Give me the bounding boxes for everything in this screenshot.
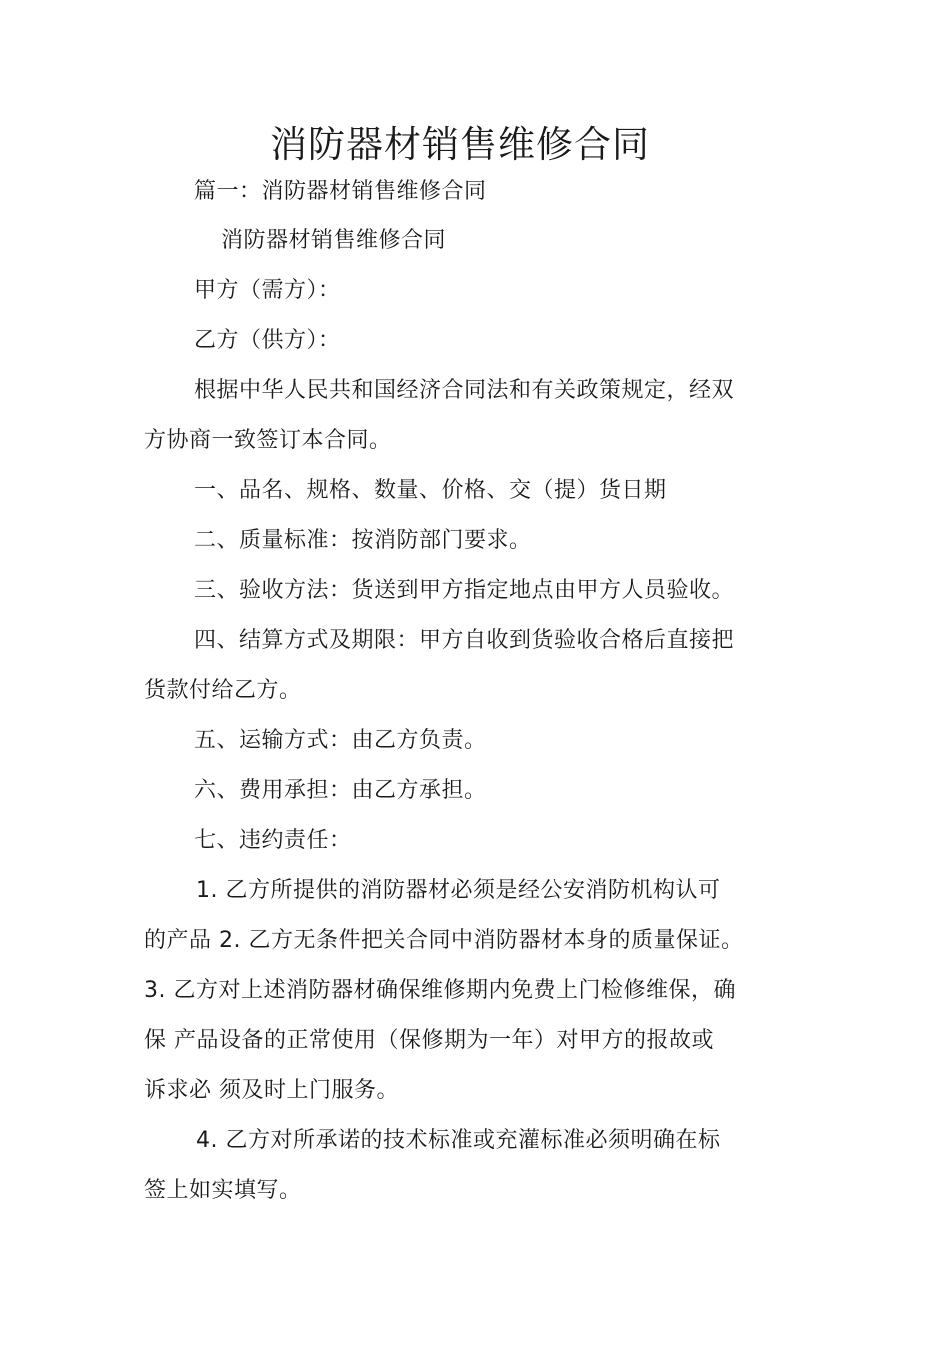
- clause-4-line-2: 货款付给乙方。: [144, 678, 302, 703]
- clause-4-line-1: 四、结算方式及期限：甲方自收到货验收合格后直接把: [194, 628, 735, 653]
- preamble-line-2: 方协商一致签订本合同。: [144, 428, 392, 453]
- liability-item-3-line-1: 3. 乙方对上述消防器材确保维修期内免费上门检修维保，确: [144, 978, 736, 1003]
- liability-item-1: 1. 乙方所提供的消防器材必须是经公安消防机构认可: [196, 878, 721, 903]
- liability-item-4-line-2: 签上如实填写。: [144, 1178, 302, 1203]
- document-title: 消防器材销售维修合同: [270, 123, 650, 166]
- liability-item-3-line-2: 保 产品设备的正常使用（保修期为一年）对甲方的报故或: [144, 1028, 714, 1053]
- liability-item-3-line-3: 诉求必 须及时上门服务。: [144, 1078, 399, 1103]
- liability-item-1-2: 的产品 2. 乙方无条件把关合同中消防器材本身的质量保证。: [144, 928, 744, 953]
- party-b-line: 乙方（供方）：: [194, 328, 341, 353]
- preamble-line-1: 根据中华人民共和国经济合同法和有关政策规定，经双: [194, 378, 735, 403]
- clause-7-heading: 七、违约责任：: [194, 828, 352, 853]
- section-heading: 篇一：消防器材销售维修合同: [194, 179, 487, 204]
- clause-2: 二、质量标准：按消防部门要求。: [194, 528, 532, 553]
- clause-6: 六、费用承担：由乙方承担。: [194, 778, 487, 803]
- contract-name: 消防器材销售维修合同: [221, 228, 447, 253]
- party-a-line: 甲方（需方）：: [194, 278, 341, 303]
- clause-3: 三、验收方法：货送到甲方指定地点由甲方人员验收。: [194, 578, 735, 603]
- clause-1: 一、品名、规格、数量、价格、交（提）货日期: [194, 478, 667, 503]
- liability-item-4-line-1: 4. 乙方对所承诺的技术标准或充灌标准必须明确在标: [196, 1128, 721, 1153]
- clause-5: 五、运输方式：由乙方负责。: [194, 728, 487, 753]
